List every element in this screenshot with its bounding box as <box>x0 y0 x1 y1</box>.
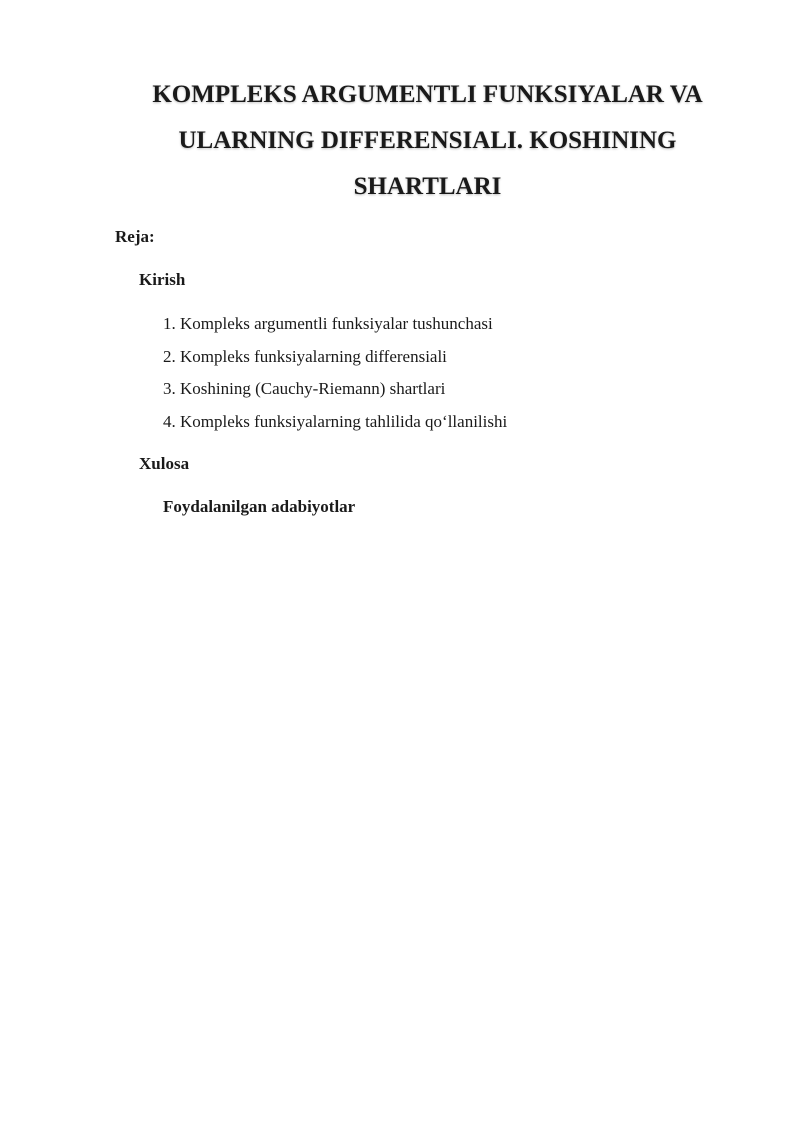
plan-heading: Reja: <box>115 227 155 246</box>
section-references: Foydalanilgan adabiyotlar <box>163 497 356 516</box>
plan-item-1: 1. Kompleks argumentli funksiyalar tushunchasi <box>163 314 493 333</box>
title-line-3: SHARTLARI <box>353 173 502 200</box>
section-intro: Kirish <box>139 270 186 289</box>
plan-item-3: 3. Koshining (Cauchy-Riemann) shartlari <box>163 379 446 398</box>
plan-list <box>163 313 507 443</box>
document-title <box>120 72 735 210</box>
title-line-2: ULARNING DIFFERENSIALI. KOSHINING <box>178 127 677 154</box>
plan-item-2: 2. Kompleks funksiyalarning differensiali <box>163 346 447 366</box>
plan-item-4: 4. Kompleks funksiyalarning tahlilida qo‘llanilishi <box>163 411 508 431</box>
title-line-1: KOMPLEKS ARGUMENTLI FUNKSIYALAR VA <box>152 81 703 108</box>
section-conclusion: Xulosa <box>139 454 190 473</box>
